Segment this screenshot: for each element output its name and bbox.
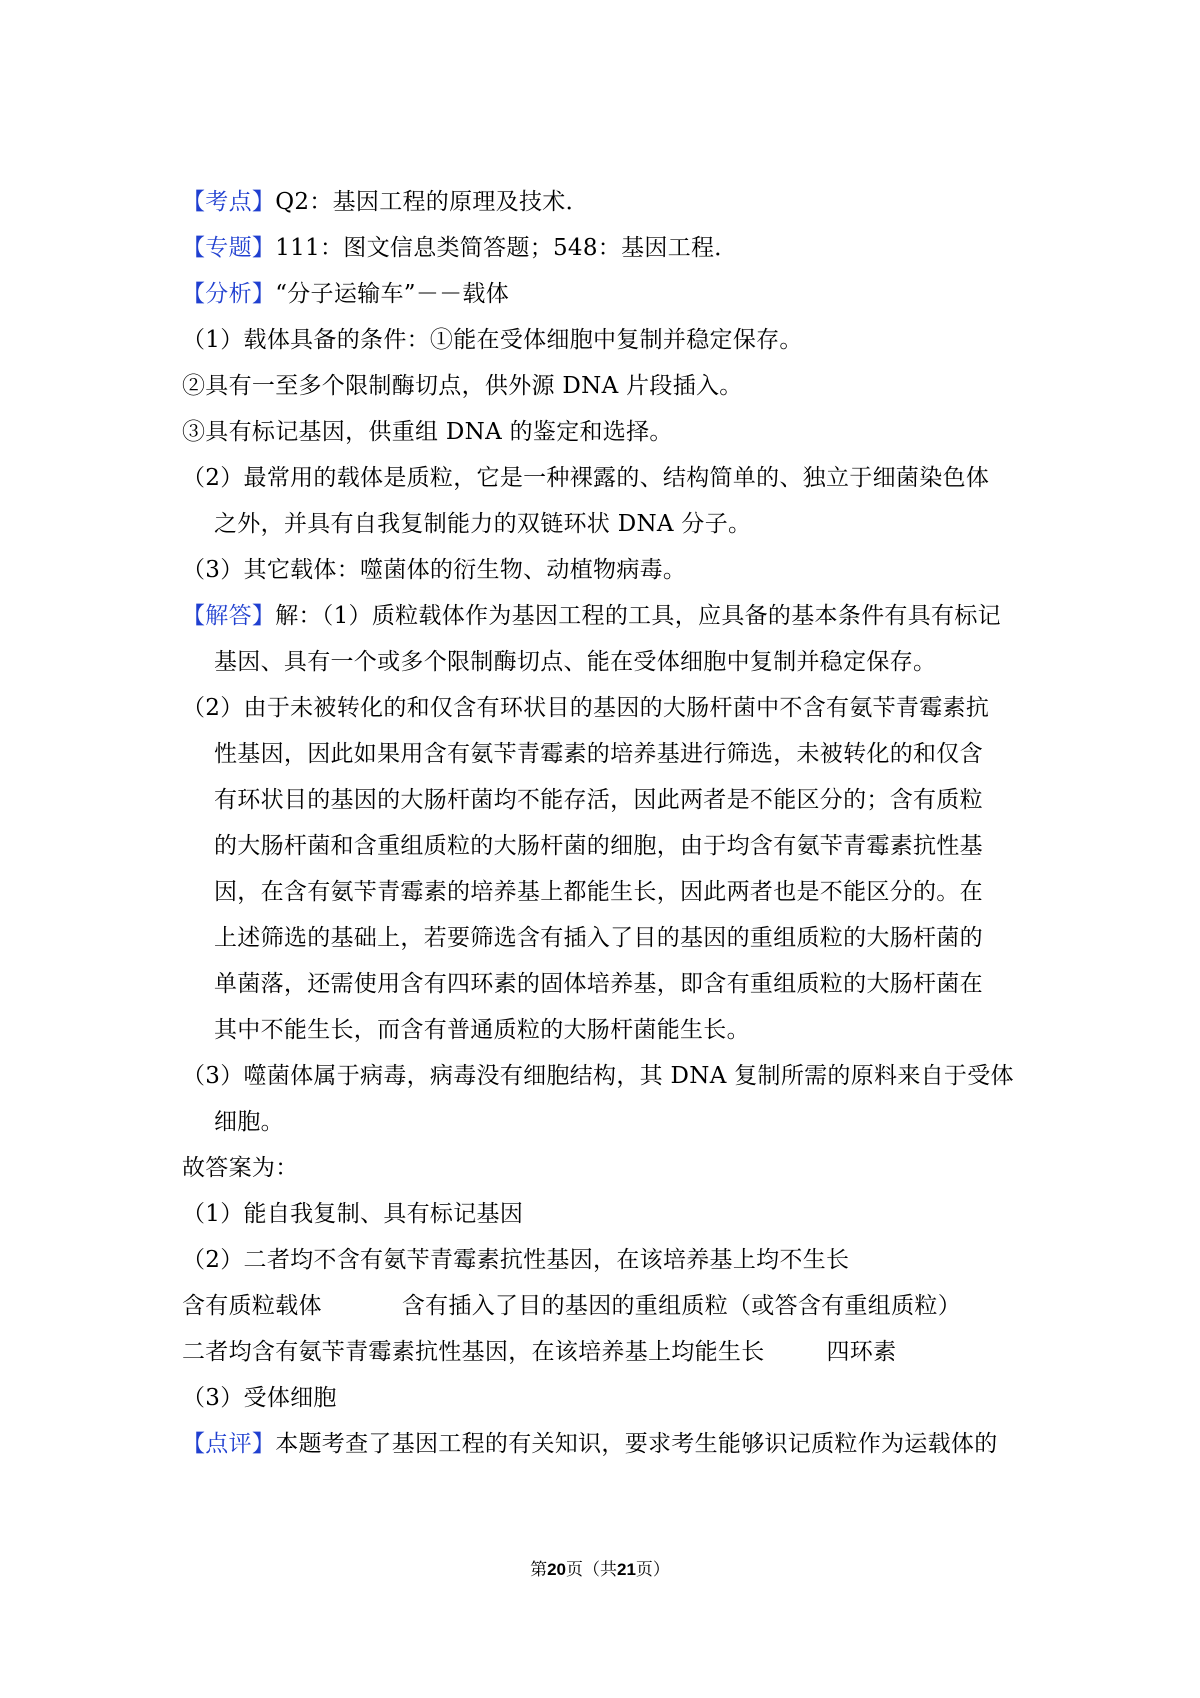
fenxi-line xyxy=(182,279,509,309)
dianping-text: 本题考查了基因工程的有关知识，要求考生能够识记质粒作为运载体的 xyxy=(275,1431,998,1457)
jieda-tag: 【解答】 xyxy=(182,603,276,629)
zhuanti-text: 111：图文信息类简答题；548：基因工程． xyxy=(275,235,738,261)
footer-page-number: 20 xyxy=(547,1560,566,1579)
answer-3-right: 含有插入了目的基因的重组质粒（或答含有重组质粒） xyxy=(401,1293,962,1319)
dianping-line xyxy=(182,1429,998,1459)
jieda-line xyxy=(182,601,1001,631)
zhuanti-tag: 【专题】 xyxy=(182,235,276,261)
footer-pre: 第 xyxy=(530,1560,548,1580)
jieda-line-4: 有环状目的基因的大肠杆菌均不能存活，因此两者是不能区分的；含有质粒 xyxy=(214,787,983,813)
jieda-line-7: 上述筛选的基础上，若要筛选含有插入了目的基因的重组质粒的大肠杆菌的 xyxy=(214,925,983,951)
footer-total-pages: 21 xyxy=(617,1560,636,1579)
jieda-line-1: 基因、具有一个或多个限制酶切点、能在受体细胞中复制并稳定保存。 xyxy=(214,649,937,675)
footer-post: 页） xyxy=(635,1560,670,1580)
jieda-first: 解：（1）质粒载体作为基因工程的工具，应具备的基本条件有具有标记 xyxy=(275,603,1001,629)
answer-1: （1）能自我复制、具有标记基因 xyxy=(182,1201,524,1227)
kaodian-line xyxy=(182,187,589,217)
fenxi-text: “分子运输车”－－载体 xyxy=(275,281,510,307)
jieda-line-8: 单菌落，还需使用含有四环素的固体培养基，即含有重组质粒的大肠杆菌在 xyxy=(214,971,983,997)
answer-5: （3）受体细胞 xyxy=(182,1385,337,1411)
fenxi-tag: 【分析】 xyxy=(182,281,276,307)
jieda-line-9: 其中不能生长，而含有普通质粒的大肠杆菌能生长。 xyxy=(214,1017,750,1043)
answer-3 xyxy=(182,1291,961,1321)
answer-4-left: 二者均含有氨苄青霉素抗性基因，在该培养基上均能生长 xyxy=(182,1339,765,1365)
fenxi-line-1: （1）载体具备的条件：①能在受体细胞中复制并稳定保存。 xyxy=(182,327,803,353)
fenxi-line-3: ③具有标记基因，供重组 DNA 的鉴定和选择。 xyxy=(182,419,673,445)
page-footer xyxy=(0,1558,1200,1582)
jieda-line-6: 因，在含有氨苄青霉素的培养基上都能生长，因此两者也是不能区分的。在 xyxy=(214,879,983,905)
kaodian-text: Q2：基因工程的原理及技术． xyxy=(275,189,589,215)
footer-mid: 页（共 xyxy=(566,1560,617,1580)
jieda-line-5: 的大肠杆菌和含重组质粒的大肠杆菌的细胞，由于均含有氨苄青霉素抗性基 xyxy=(214,833,983,859)
answer-4 xyxy=(182,1337,896,1367)
answer-3-left: 含有质粒载体 xyxy=(182,1293,322,1319)
dianping-tag: 【点评】 xyxy=(182,1431,276,1457)
answer-4-right: 四环素 xyxy=(826,1339,897,1365)
answer-heading: 故答案为： xyxy=(182,1155,299,1181)
jieda-line-2: （2）由于未被转化的和仅含有环状目的基因的大肠杆菌中不含有氨苄青霉素抗 xyxy=(182,695,990,721)
jieda-line-10: （3）噬菌体属于病毒，病毒没有细胞结构，其 DNA 复制所需的原料来自于受体 xyxy=(182,1063,1014,1089)
fenxi-line-2: ②具有一至多个限制酶切点，供外源 DNA 片段插入。 xyxy=(182,373,743,399)
zhuanti-line xyxy=(182,233,738,263)
fenxi-line-6: （3）其它载体：噬菌体的衍生物、动植物病毒。 xyxy=(182,557,687,583)
fenxi-line-4: （2）最常用的载体是质粒，它是一种裸露的、结构简单的、独立于细菌染色体 xyxy=(182,465,990,491)
answer-2: （2）二者均不含有氨苄青霉素抗性基因，在该培养基上均不生长 xyxy=(182,1247,850,1273)
jieda-line-3: 性基因，因此如果用含有氨苄青霉素的培养基进行筛选，未被转化的和仅含 xyxy=(214,741,983,767)
jieda-line-11: 细胞。 xyxy=(214,1109,284,1135)
kaodian-tag: 【考点】 xyxy=(182,189,276,215)
fenxi-line-5: 之外，并具有自我复制能力的双链环状 DNA 分子。 xyxy=(214,511,752,537)
